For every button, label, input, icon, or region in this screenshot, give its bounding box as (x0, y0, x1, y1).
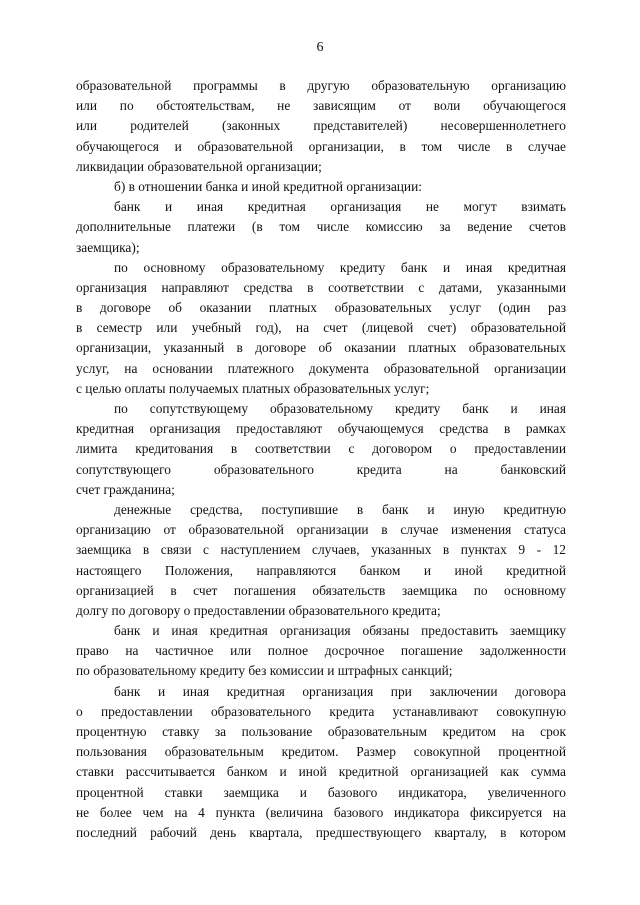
text-line: заемщика в связи с наступлением случаев, указанных в пунктах 9 - 12 (76, 542, 566, 558)
text-line: процентной ставки заемщика и базового индикатора, увеличенного (76, 784, 566, 800)
text-line: по сопутствующему образовательному кредиту банк и иная (114, 401, 566, 416)
text-line: банк и иная кредитная организация не могут взимать (114, 199, 566, 215)
text-line: дополнительные платежи (в том числе комиссию за ведение счетов (76, 219, 566, 235)
document-body (76, 76, 566, 843)
text-line: организация направляют средства в соответствии с датами, указанными (76, 279, 566, 295)
text-line: ставки рассчитывается банком и иной кредитной организацией как сумма (76, 764, 566, 780)
text-line: право на частичное или полное досрочное погашение задолженности (76, 643, 566, 659)
text-line: или родителей (законных представителей) несовершеннолетнего (76, 118, 566, 134)
text-line: или по обстоятельствам, не зависящим от воли обучающегося (76, 98, 566, 114)
text-line: с целью оплаты получаемых платных образовательных услуг; (76, 380, 430, 396)
text-line: в семестр или учебный год), на счет (лицевой счет) образовательной (76, 320, 566, 336)
text-line: услуг, на основании платежного документа образовательной организации (76, 360, 566, 376)
text-line: кредитная организация предоставляют обучающемуся средства в рамках (76, 421, 566, 437)
text-line: ликвидации образовательной организации; (76, 158, 322, 174)
text-line: о предоставлении образовательного кредита устанавливают совокупную (76, 703, 566, 719)
page-number: 6 (316, 40, 324, 55)
text-line: счет гражданина; (76, 481, 175, 497)
text-line: долгу по договору о предоставлении образовательного кредита; (76, 602, 441, 618)
text-line: по образовательному кредиту без комиссии и штрафных санкций; (76, 663, 453, 679)
text-line: в договоре об оказании платных образовательных услуг (один раз (76, 300, 566, 316)
text-line: организации, указанный в договоре об оказании платных образовательных (76, 340, 566, 356)
text-line: не более чем на 4 пункта (величина базового индикатора фиксируется на (76, 804, 566, 820)
text-line: образовательной программы в другую образовательную организацию (76, 78, 566, 93)
text-line: организацией в счет погашения обязательств заемщика по основному (76, 582, 566, 598)
text-line: настоящего Положения, направляются банком и иной кредитной (76, 562, 566, 578)
text-line: банк и иная кредитная организация обязаны предоставить заемщику (114, 623, 566, 639)
text-line: пользования образовательным кредитом. Размер совокупной процентной (76, 744, 566, 760)
text-line: процентную ставку за пользование образовательным кредитом на срок (76, 724, 566, 739)
text-line: б) в отношении банка и иной кредитной организации: (114, 178, 422, 194)
text-line: сопутствующего образовательного кредита на банковский (76, 461, 566, 477)
text-line: обучающегося и образовательной организации, в том числе в случае (76, 138, 566, 154)
text-line: денежные средства, поступившие в банк и иную кредитную (114, 501, 566, 517)
text-line: организацию от образовательной организации в случае изменения статуса (76, 522, 566, 538)
text-line: лимита кредитования в соответствии с договором о предоставлении (76, 441, 566, 457)
text-line: последний рабочий день квартала, предшествующего кварталу, в котором (76, 824, 566, 840)
text-line: банк и иная кредитная организация при заключении договора (114, 683, 566, 699)
text-line: заемщика); (76, 239, 140, 255)
text-line: по основному образовательному кредиту банк и иная кредитная (114, 259, 566, 275)
